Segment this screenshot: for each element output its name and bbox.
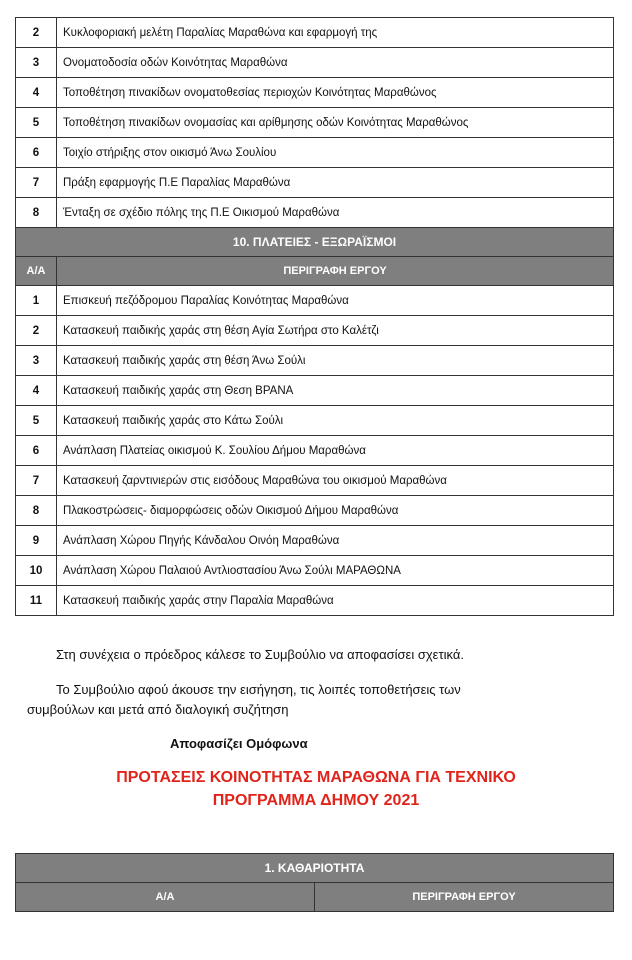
proposals-title-line1: ΠΡΟΤΑΣΕΙΣ ΚΟΙΝΟΤΗΤΑΣ ΜΑΡΑΘΩΝΑ ΓΙΑ ΤΕΧΝΙΚΟ [116, 769, 516, 786]
row-number: 3 [16, 48, 57, 78]
section-row [16, 228, 614, 257]
row-description: Κατασκευή παιδικής χαράς στη Θεση ΒΡΑΝΑ [57, 376, 614, 406]
table-row [16, 376, 614, 406]
row-description: Κατασκευή ζαρντινιερών στις εισόδους Μαραθώνα του οικισμού Μαραθώνα [57, 466, 614, 496]
row-description: Πλακοστρώσεις- διαμορφώσεις οδών Οικισμού Δήμου Μαραθώνα [57, 496, 614, 526]
section-title: 10. ΠΛΑΤΕΙΕΣ - ΕΞΩΡΑΪΣΜΟΙ [16, 228, 614, 257]
row-number: 5 [16, 406, 57, 436]
row-number: 5 [16, 108, 57, 138]
table-row [16, 78, 614, 108]
row-number: 8 [16, 198, 57, 228]
row-number: 8 [16, 496, 57, 526]
row-description: Πράξη εφαρμογής Π.Ε Παραλίας Μαραθώνα [57, 168, 614, 198]
row-description: Ονοματοδοσία οδών Κοινότητας Μαραθώνα [57, 48, 614, 78]
row-description: Τοιχίο στήριξης στον οικισμό Άνω Σουλίου [57, 138, 614, 168]
row-description: Τοποθέτηση πινακίδων ονοματοθεσίας περιοχών Κοινότητας Μαραθώνος [57, 78, 614, 108]
row-number: 10 [16, 556, 57, 586]
column-header-number: Α/Α [16, 883, 315, 912]
table-row [16, 18, 614, 48]
table-row [16, 466, 614, 496]
row-number: 7 [16, 168, 57, 198]
proposals-title-line2: ΠΡΟΓΡΑΜΜΑ ΔΗΜΟΥ 2021 [212, 792, 420, 809]
row-description: Κατασκευή παιδικής χαράς στην Παραλία Μαραθώνα [57, 586, 614, 616]
section-title: 1. ΚΑΘΑΡΙΟΤΗΤΑ [16, 854, 614, 883]
table-row [16, 586, 614, 616]
row-number: 2 [16, 316, 57, 346]
table-row [16, 346, 614, 376]
row-description: Τοποθέτηση πινακίδων ονομασίας και αρίθμησης οδών Κοινότητας Μαραθώνος [57, 108, 614, 138]
column-header-description: ΠΕΡΙΓΡΑΦΗ ΕΡΓΟΥ [57, 257, 614, 286]
row-number: 9 [16, 526, 57, 556]
table-row [16, 286, 614, 316]
row-number: 3 [16, 346, 57, 376]
table-row [16, 436, 614, 466]
table-row [16, 496, 614, 526]
row-description: Ανάπλαση Πλατείας οικισμού Κ. Σουλίου Δήμου Μαραθώνα [57, 436, 614, 466]
row-description: Κατασκευή παιδικής χαράς στη θέση Άνω Σούλι [57, 346, 614, 376]
decision-text: Αποφασίζει Ομόφωνα [170, 736, 308, 751]
cleaning-table [15, 853, 614, 912]
row-description: Ανάπλαση Χώρου Παλαιού Αντλιοστασίου Άνω Σούλι ΜΑΡΑΘΩΝΑ [57, 556, 614, 586]
paragraph-council-line2: συμβούλων και μετά από διαλογική συζήτηση [27, 702, 289, 717]
row-number: 11 [16, 586, 57, 616]
row-description: Κατασκευή παιδικής χαράς στη θέση Αγία Σωτήρα στο Καλέτζι [57, 316, 614, 346]
row-description: Ένταξη σε σχέδιο πόλης της Π.Ε Οικισμού Μαραθώνα [57, 198, 614, 228]
row-number: 6 [16, 436, 57, 466]
column-header-number: Α/Α [16, 257, 57, 286]
table-row [16, 168, 614, 198]
table-row [16, 108, 614, 138]
row-description: Κατασκευή παιδικής χαράς στο Κάτω Σούλι [57, 406, 614, 436]
header-row [16, 257, 614, 286]
row-description: Επισκευή πεζόδρομου Παραλίας Κοινότητας Μαραθώνα [57, 286, 614, 316]
paragraph-call: Στη συνέχεια ο πρόεδρος κάλεσε το Συμβούλιο να αποφασίσει σχετικά. [56, 647, 464, 662]
table-section-squares [16, 228, 614, 286]
table-row [16, 526, 614, 556]
row-number: 1 [16, 286, 57, 316]
row-description: Ανάπλαση Χώρου Πηγής Κάνδαλου Οινόη Μαραθώνα [57, 526, 614, 556]
paragraph-council-line1: Το Συμβούλιο αφού άκουσε την εισήγηση, τις λοιπές τοποθετήσεις των [56, 682, 461, 697]
table-row [16, 198, 614, 228]
table-row [16, 48, 614, 78]
row-number: 2 [16, 18, 57, 48]
row-number: 4 [16, 78, 57, 108]
section-row [16, 854, 614, 883]
table-row [16, 406, 614, 436]
row-description: Κυκλοφοριακή μελέτη Παραλίας Μαραθώνα και εφαρμογή της [57, 18, 614, 48]
projects-table [15, 17, 614, 616]
row-number: 7 [16, 466, 57, 496]
table-body-roads [16, 18, 614, 228]
paragraph-council [27, 680, 532, 720]
row-number: 4 [16, 376, 57, 406]
table-row [16, 316, 614, 346]
table-row [16, 138, 614, 168]
column-header-description: ΠΕΡΙΓΡΑΦΗ ΕΡΓΟΥ [315, 883, 614, 912]
header-row [16, 883, 614, 912]
row-number: 6 [16, 138, 57, 168]
table-row [16, 556, 614, 586]
table-body-squares [16, 286, 614, 616]
